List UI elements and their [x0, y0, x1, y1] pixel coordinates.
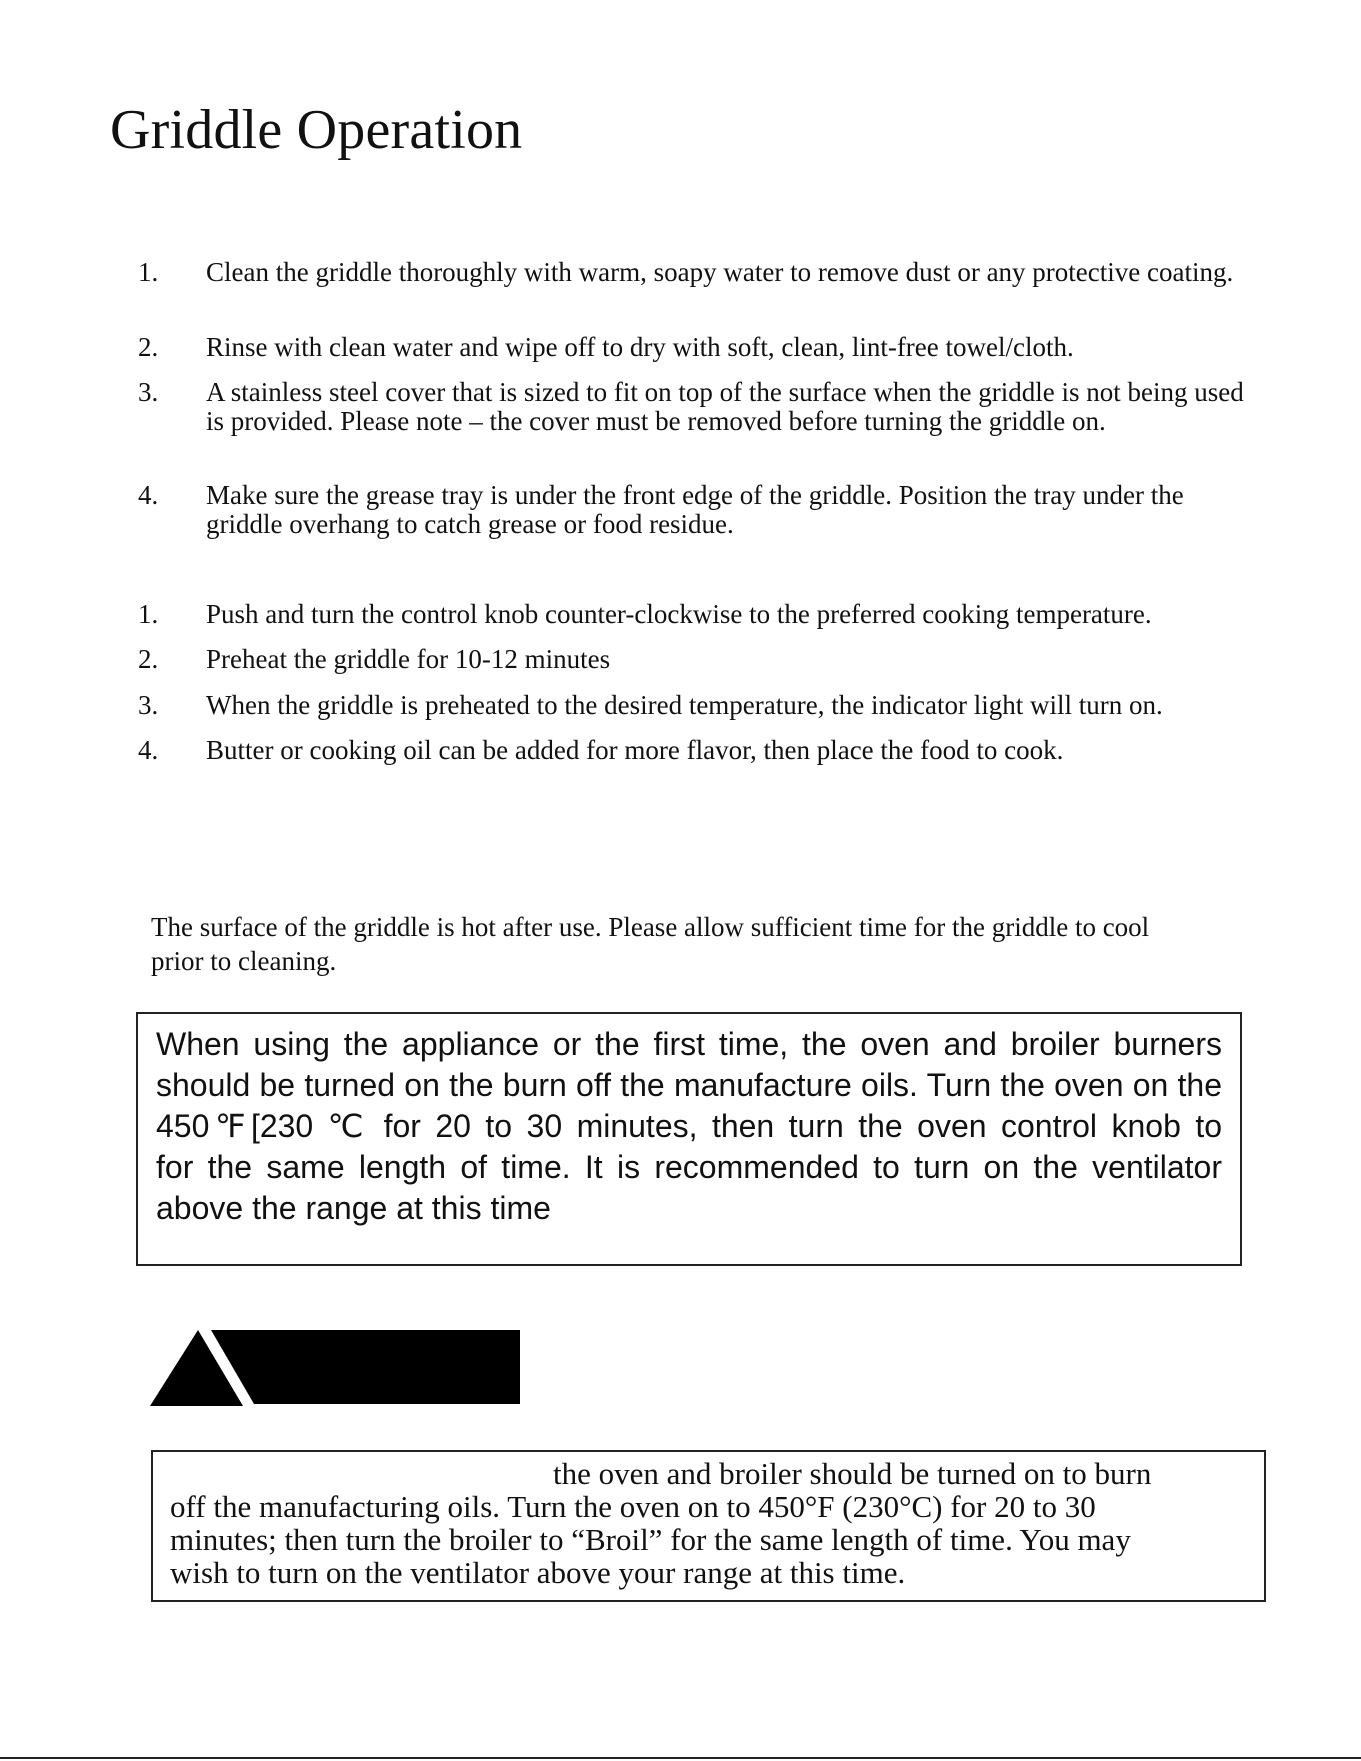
step-text: Make sure the grease tray is under the front edge of the griddle. Position the tray under the griddle overhang to catch grease or food residue. — [206, 480, 1184, 539]
instruction-line: minutes; then turn the broiler to “Broil” for the same length of time. You may — [170, 1522, 1131, 1557]
step-number: 4. — [138, 735, 159, 765]
step-text: Push and turn the control knob counter-clockwise to the preferred cooking temperature. — [206, 599, 1152, 629]
caution-note: The surface of the griddle is hot after use. Please allow sufficient time for the griddle to cool prior to cleaning. — [151, 912, 1150, 976]
step-text: Rinse with clean water and wipe off to dry with soft, clean, lint-free towel/cloth. — [206, 332, 1074, 362]
step-number: 3. — [138, 690, 159, 720]
warning-icon — [150, 1330, 520, 1408]
step-text: A stainless steel cover that is sized to fit on top of the surface when the griddle is not being used is provided. Please note – the cover must be removed before turning the griddle on. — [206, 377, 1244, 436]
step-number: 1. — [138, 257, 159, 287]
step-number: 3. — [138, 377, 159, 407]
step-text: Clean the griddle thoroughly with warm, soapy water to remove dust or any protective coating. — [206, 257, 1234, 287]
first-use-instructions-box — [151, 1450, 1266, 1602]
step-text: When the griddle is preheated to the desired temperature, the indicator light will turn on. — [206, 690, 1163, 720]
step-number: 2. — [138, 644, 159, 674]
instruction-line: the oven and broiler should be turned on to burn — [553, 1456, 1152, 1491]
page-bottom-rule — [0, 1757, 1361, 1759]
step-text: Butter or cooking oil can be added for more flavor, then place the food to cook. — [206, 735, 1064, 765]
step-number: 4. — [138, 480, 159, 510]
first-use-notice-text: When using the appliance or the first time, the oven and broiler burners should be turned on the burn off the manufacture oils. Turn the oven on the 450℉[230 ℃ for 20 to 30 minutes, then turn the oven control knob to for the same length of time. It is recommended to turn on the ventilator above the range at this time — [156, 1026, 1329, 1226]
step-number: 1. — [138, 599, 159, 629]
step-text: Preheat the griddle for 10-12 minutes — [206, 644, 611, 674]
instruction-line: off the manufacturing oils. Turn the oven on to 450°F (230°C) for 20 to 30 — [170, 1489, 1096, 1524]
page-title: Griddle Operation — [110, 99, 523, 161]
instruction-line: wish to turn on the ventilator above your range at this time. — [170, 1555, 906, 1590]
step-number: 2. — [138, 332, 159, 362]
first-use-notice-box — [136, 1012, 1329, 1266]
